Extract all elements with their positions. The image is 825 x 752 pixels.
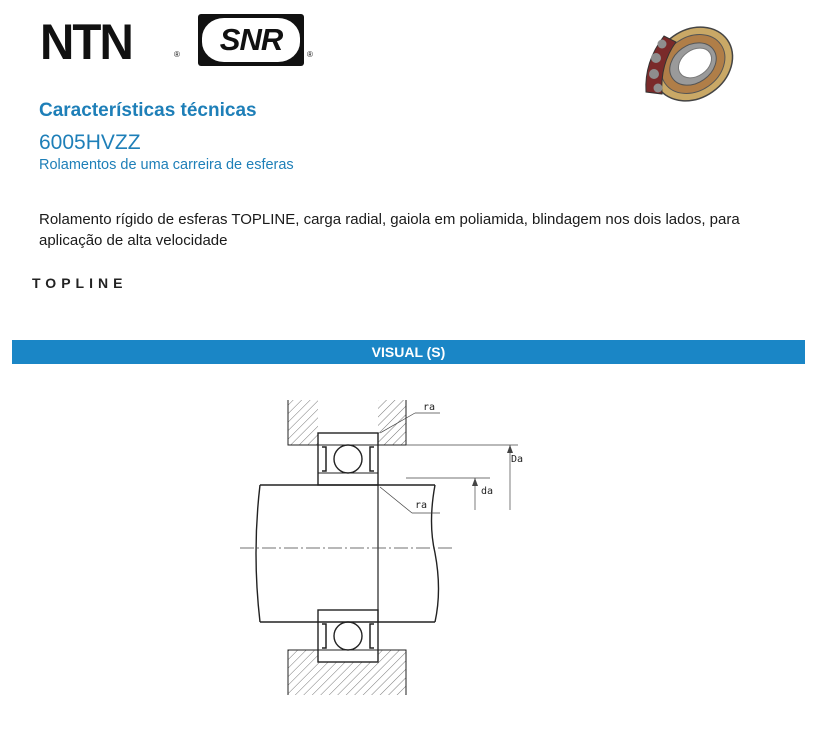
- snr-logo: [198, 14, 304, 66]
- ntn-registered-mark: ®: [174, 50, 180, 59]
- visual-section-label: VISUAL (S): [371, 344, 446, 360]
- label-ra-bottom: ra: [415, 500, 428, 511]
- snr-registered-mark: ®: [307, 50, 313, 59]
- label-Da: Da: [511, 454, 524, 465]
- bearing-technical-drawing: [230, 395, 550, 705]
- label-ra-top: ra: [423, 402, 436, 413]
- page-title: Características técnicas: [39, 100, 257, 121]
- product-description: Rolamento rígido de esferas TOPLINE, carga radial, gaiola em poliamida, blindagem nos dois lados, para aplicação de alta velocidade: [39, 211, 740, 249]
- product-code: 6005HVZZ: [39, 131, 141, 154]
- snr-logo-text: SNR: [219, 22, 283, 57]
- topline-logo: TOPLINE: [32, 275, 128, 291]
- ntn-logo: NTN: [40, 14, 132, 70]
- product-type: Rolamentos de uma carreira de esferas: [39, 157, 294, 173]
- bearing-product-image: [638, 14, 738, 114]
- visual-section-bar: [12, 340, 805, 364]
- label-da: da: [481, 486, 494, 497]
